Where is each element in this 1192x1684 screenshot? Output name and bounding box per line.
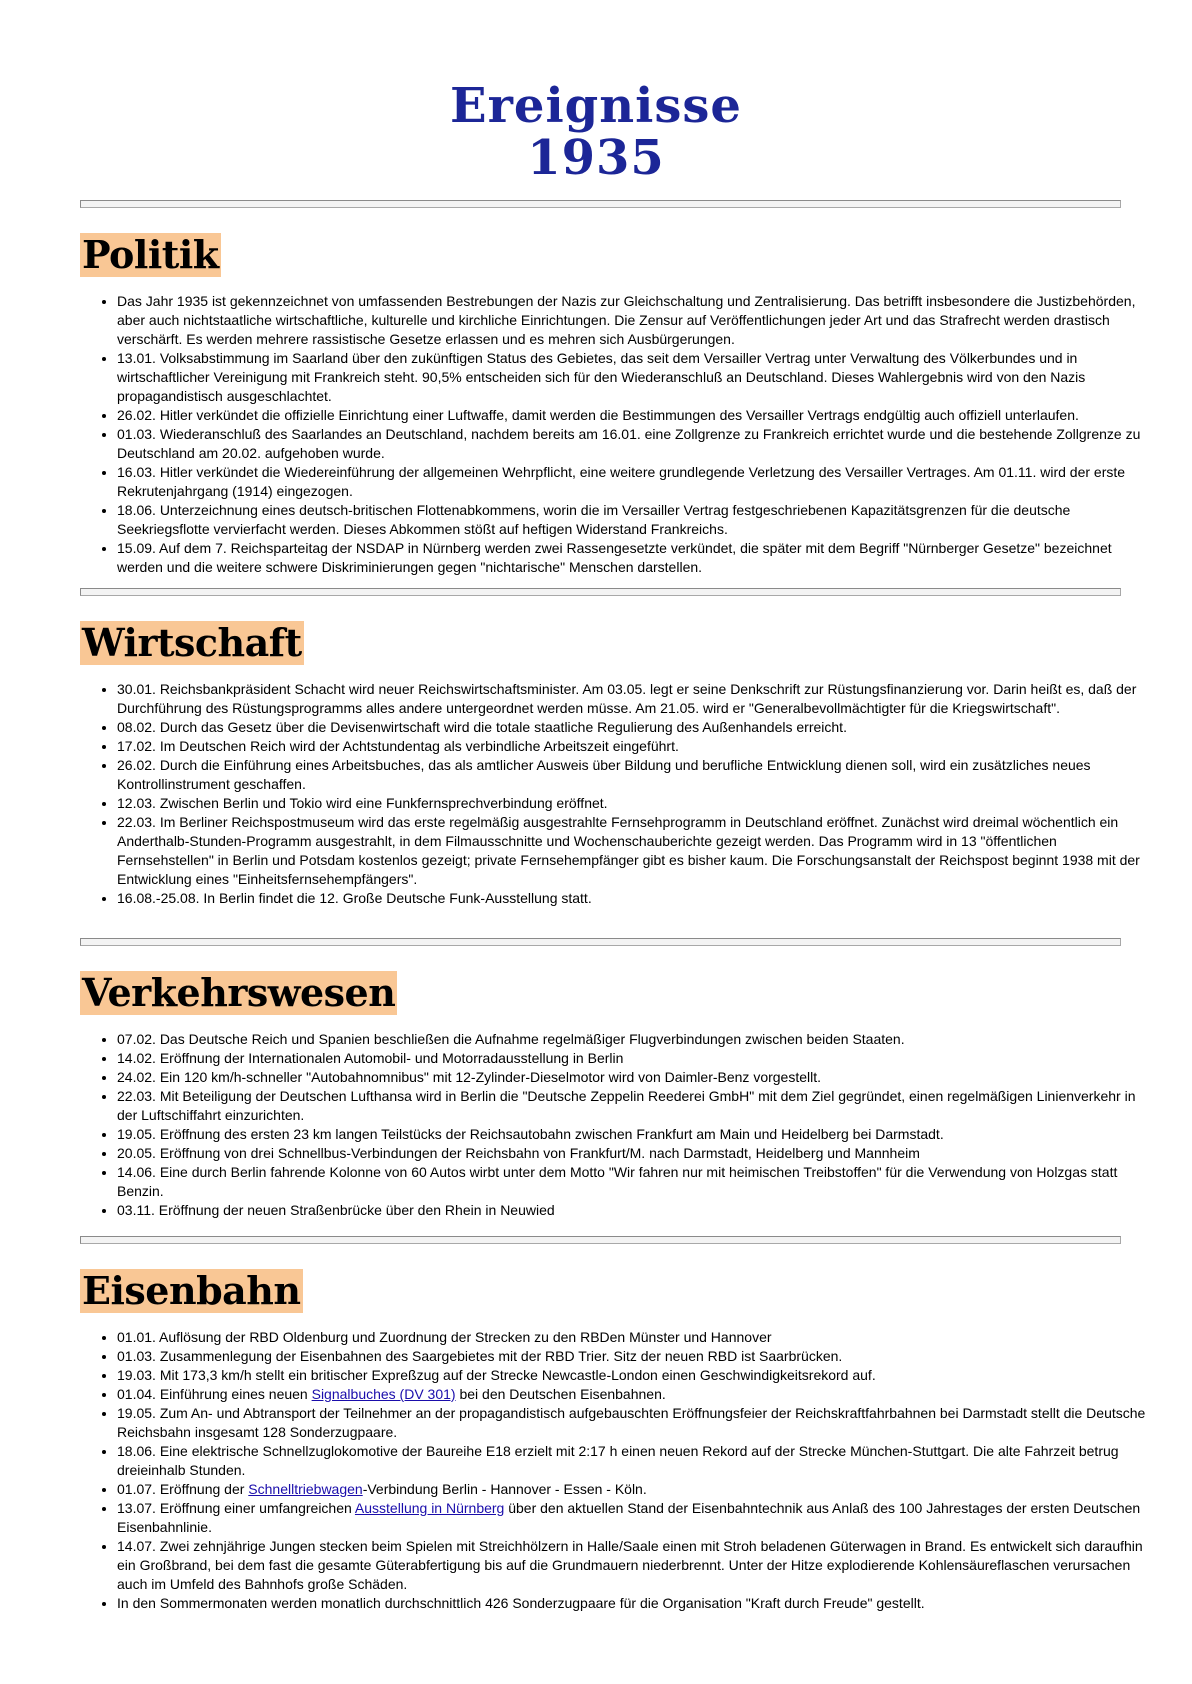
list-item: • 22.03. Mit Beteiligung der Deutschen Lufthansa wird in Berlin die "Deutsche Zeppelin Reederei GmbH" mit dem Ziel gegründet, einen regelmäßigen Linienverkehr in der Luftschiffahrt einzurichten. — [117, 1087, 1157, 1125]
list-item: • 18.06. Unterzeichnung eines deutsch-britischen Flottenabkommens, worin die im Versailler Vertrag festgeschriebenen Kapazitätsgrenzen für die deutsche Seekriegsflotte vervierfacht werden. Dieses Abkommen stößt auf heftigen Widerstand Frankreichs. — [117, 501, 1157, 539]
list-item: • Das Jahr 1935 ist gekennzeichnet von umfassenden Bestrebungen der Nazis zur Gleichschaltung und Zentralisierung. Das betrifft insbesondere die Justizbehörden, aber auch nichtstaatliche wirtschaftliche, kulturelle und kirchliche Einrichtungen. Die Zensur auf Veröffentlichungen jeder Art und das Strafrecht werden drastisch verschärft. Es werden mehrere rassistische Gesetze erlassen und es mehren sich Ausbürgerungen. — [117, 292, 1157, 349]
link-ausstellung-nuernberg[interactable]: Ausstellung in Nürnberg — [354, 1500, 505, 1516]
divider — [80, 1236, 1121, 1244]
section-heading-eisenbahn: Eisenbahn — [82, 1268, 301, 1313]
page-title-line1: Ereignisse — [450, 78, 742, 134]
list-item: • 19.03. Mit 173,3 km/h stellt ein britischer Expreßzug auf der Strecke Newcastle-London einen Geschwindigkeitsrekord auf. — [117, 1366, 1157, 1385]
list-item — [117, 1385, 1157, 1404]
list-item: • 12.03. Zwischen Berlin und Tokio wird eine Funkfernsprechverbindung eröffnet. — [117, 794, 1157, 813]
divider — [80, 588, 1121, 596]
list-item: • 13.01. Volksabstimmung im Saarland über den zukünftigen Status des Gebietes, das seit dem Versailler Vertrag unter Verwaltung des Völkerbundes und in wirtschaftlicher Vereinigung mit Frankreich steht. 90,5% entscheiden sich für den Wiederanschluß an Deutschland. Dieses Wahlergebnis wird von den Nazis propagandistisch ausgeschlachtet. — [117, 349, 1157, 406]
list-item: • In den Sommermonaten werden monatlich durchschnittlich 426 Sonderzugpaare für die Organisation "Kraft durch Freude" gestellt. — [117, 1594, 1157, 1613]
list-wirtschaft — [80, 680, 1157, 908]
list-item: • 24.02. Ein 120 km/h-schneller "Autobahnomnibus" mit 12-Zylinder-Dieselmotor wird von Daimler-Benz vorgestellt. — [117, 1068, 1157, 1087]
list-item: • 30.01. Reichsbankpräsident Schacht wird neuer Reichswirtschaftsminister. Am 03.05. legt er seine Denkschrift zur Rüstungsfinanzierung vor. Darin heißt es, daß der Durchführung des Rüstungsprogramms alles andere untergeordnet werden müsse. Am 21.05. wird er "Generalbevollmächtigter für die Kriegswirtschaft". — [117, 680, 1157, 718]
list-item: • 17.02. Im Deutschen Reich wird der Achtstundentag als verbindliche Arbeitszeit eingeführt. — [117, 737, 1157, 756]
list-item: • 19.05. Zum An- und Abtransport der Teilnehmer an der propagandistisch aufgebauschten Eröffnungsfeier der Reichskraftfahrbahnen bei Darmstadt stellt die Deutsche Reichsbahn insgesamt 128 Sonderzugpaare. — [117, 1404, 1157, 1442]
item-text: 01.07. Eröffnung der — [117, 1481, 249, 1497]
item-text: 13.07. Eröffnung einer umfangreichen — [117, 1500, 355, 1516]
list-item — [117, 1480, 1157, 1499]
list-item: • 01.03. Wiederanschluß des Saarlandes an Deutschland, nachdem bereits am 16.01. eine Zollgrenze zu Frankreich errichtet wurde und die bestehende Zollgrenze zu Deutschland am 20.02. aufgehoben wurde. — [117, 425, 1157, 463]
divider — [80, 938, 1121, 946]
section-heading-verkehrswesen: Verkehrswesen — [82, 970, 396, 1015]
list-item: • 26.02. Hitler verkündet die offizielle Einrichtung einer Luftwaffe, damit werden die Bestimmungen des Versailler Vertrags endgültig auch offiziell unterlaufen. — [117, 406, 1157, 425]
list-item: • 01.03. Zusammenlegung der Eisenbahnen des Saargebietes mit der RBD Trier. Sitz der neuen RBD ist Saarbrücken. — [117, 1347, 1157, 1366]
section-heading-wirtschaft: Wirtschaft — [82, 620, 302, 665]
list-politik — [80, 292, 1157, 577]
item-text: bei den Deutschen Eisenbahnen. — [455, 1386, 666, 1402]
list-item: • 15.09. Auf dem 7. Reichsparteitag der NSDAP in Nürnberg werden zwei Rassengesetzte verkündet, die später mit dem Begriff "Nürnberger Gesetze" bezeichnet werden und die weitere schwere Diskriminierungen gegen "nichtarische" Menschen darstellen. — [117, 539, 1157, 577]
list-item: • 14.02. Eröffnung der Internationalen Automobil- und Motorradausstellung in Berlin — [117, 1049, 1157, 1068]
list-item: • 20.05. Eröffnung von drei Schnellbus-Verbindungen der Reichsbahn von Frankfurt/M. nach Darmstadt, Heidelberg und Mannheim — [117, 1144, 1157, 1163]
item-text: 01.04. Einführung eines neuen — [117, 1386, 312, 1402]
list-item: • 07.02. Das Deutsche Reich und Spanien beschließen die Aufnahme regelmäßiger Flugverbindungen zwischen beiden Staaten. — [117, 1030, 1157, 1049]
link-signalbuch[interactable]: Signalbuches (DV 301) — [311, 1386, 456, 1402]
list-item: • 14.07. Zwei zehnjährige Jungen stecken beim Spielen mit Streichhölzern in Halle/Saale einen mit Stroh beladenen Güterwagen in Brand. Es entwickelt sich daraufhin ein Großbrand, bei dem fast die gesamte Güterabfertigung bis auf die Grundmauern niederbrennt. Unter der Hitze explodierende Kohlensäureflaschen verursachen auch im Umfeld des Bahnhofs große Schäden. — [117, 1537, 1157, 1594]
list-item: • 26.02. Durch die Einführung eines Arbeitsbuches, das als amtlicher Ausweis über Bildung und berufliche Entwicklung dienen soll, wird ein zusätzliches neues Kontrollinstrument geschaffen. — [117, 756, 1157, 794]
item-text: über den aktuellen Stand der Eisenbahntechnik aus Anlaß des 100 Jahrestages der ersten Deutschen Eisenbahnlinie. — [117, 1500, 1141, 1535]
list-item — [117, 1499, 1157, 1537]
section-heading-politik: Politik — [82, 232, 219, 277]
list-item: • 19.05. Eröffnung des ersten 23 km langen Teilstücks der Reichsautobahn zwischen Frankfurt am Main und Heidelberg bei Darmstadt. — [117, 1125, 1157, 1144]
list-verkehrswesen — [80, 1030, 1157, 1220]
divider — [80, 200, 1121, 208]
list-item: • 08.02. Durch das Gesetz über die Devisenwirtschaft wird die totale staatliche Regulierung des Außenhandels erreicht. — [117, 718, 1157, 737]
list-item: • 14.06. Eine durch Berlin fahrende Kolonne von 60 Autos wirbt unter dem Motto "Wir fahren nur mit heimischen Treibstoffen" für die Verwendung von Holzgas statt Benzin. — [117, 1163, 1157, 1201]
list-item: • 16.03. Hitler verkündet die Wiedereinführung der allgemeinen Wehrpflicht, eine weitere grundlegende Verletzung des Versailler Vertrages. Am 01.11. wird der erste Rekrutenjahrgang (1914) eingezogen. — [117, 463, 1157, 501]
list-item: • 03.11. Eröffnung der neuen Straßenbrücke über den Rhein in Neuwied — [117, 1201, 1157, 1220]
list-item: • 22.03. Im Berliner Reichspostmuseum wird das erste regelmäßig ausgestrahlte Fernsehprogramm in Deutschland eröffnet. Zunächst wird dreimal wöchentlich ein Anderthalb-Stunden-Programm ausgestrahlt, in dem Filmausschnitte und Wochenschauberichte gezeigt werden. Das Programm wird in 13 "öffentlichen Fernsehstellen" in Berlin und Potsdam kostenlos gezeigt; private Fernsehempfänger gibt es bisher kaum. Die Forschungsanstalt der Reichspost beginnt 1938 mit der Entwicklung eines "Einheitsfernsehempfängers". — [117, 813, 1157, 889]
page-title — [0, 0, 1192, 184]
item-text: -Verbindung Berlin - Hannover - Essen - Köln. — [362, 1481, 647, 1497]
page-title-year: 1935 — [527, 130, 665, 186]
link-schnelltriebwagen[interactable]: Schnelltriebwagen — [248, 1481, 363, 1497]
list-eisenbahn — [80, 1328, 1157, 1613]
list-item: • 18.06. Eine elektrische Schnellzuglokomotive der Baureihe E18 erzielt mit 2:17 h einen neuen Rekord auf der Strecke München-Stuttgart. Die alte Fahrzeit betrug dreieinhalb Stunden. — [117, 1442, 1157, 1480]
list-item: • 16.08.-25.08. In Berlin findet die 12. Große Deutsche Funk-Ausstellung statt. — [117, 889, 1157, 908]
list-item: • 01.01. Auflösung der RBD Oldenburg und Zuordnung der Strecken zu den RBDen Münster und Hannover — [117, 1328, 1157, 1347]
